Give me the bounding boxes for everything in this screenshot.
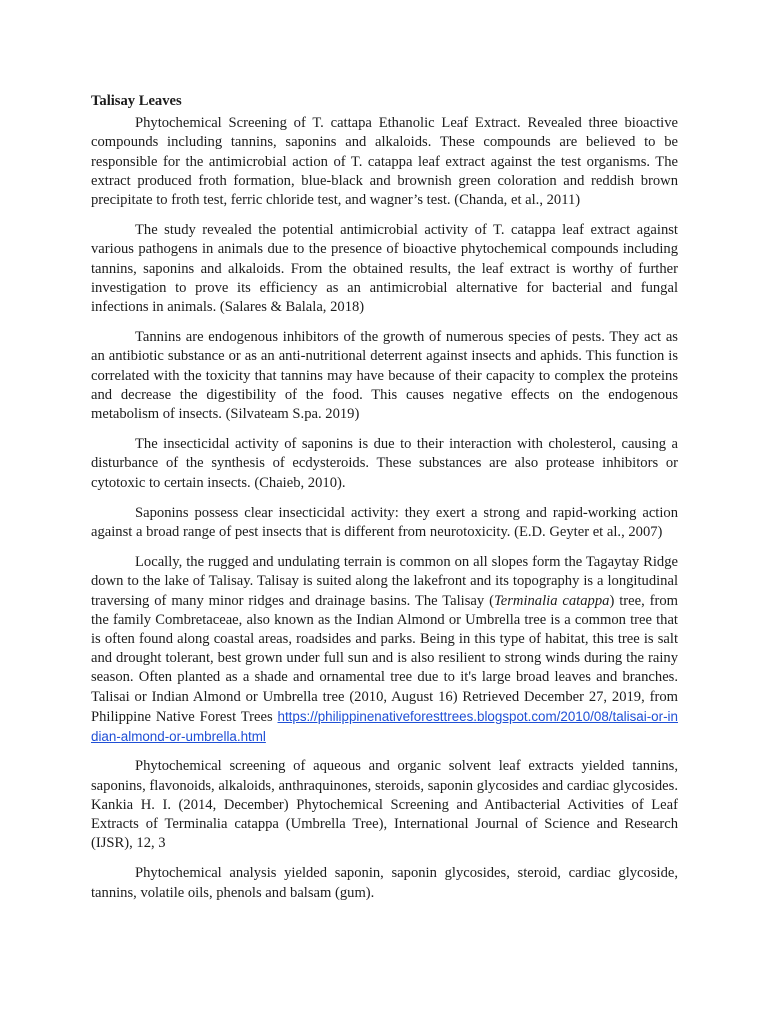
source-link[interactable]: https://philippinenativeforesttrees.blogspot.com/2010/08/talisai-or-indian-almond-or-umbrella.html: [91, 708, 678, 745]
paragraph-7: Phytochemical screening of aqueous and organic solvent leaf extracts yielded tannins, saponins, flavonoids, alkaloids, anthraquinones, steroids, saponin glycosides and cardiac glycosides. Kankia H. I. (2014, December) Phytochemical Screening and Antibacterial Activities of Leaf Extracts of Terminalia catappa (Umbrella Tree), International Journal of Science and Research (IJSR), 12, 3: [91, 758, 678, 852]
paragraph-5: Saponins possess clear insecticidal activity: they exert a strong and rapid-working action against a broad range of pest insects that is different from neurotoxicity. (E.D. Geyter et al., 2007): [91, 504, 678, 541]
paragraph-3: Tannins are endogenous inhibitors of the growth of numerous species of pests. They act as an antibiotic substance or as an anti-nutritional deterrent against insects and aphids. This function is correlated with the toxicity that tannins may have because of their capacity to complex the proteins and decrease the digestibility of the food. This causes negative effects on the endogenous metabolism of insects. (Silvateam S.pa. 2019): [91, 329, 678, 423]
paragraph-4: The insecticidal activity of saponins is due to their interaction with cholesterol, causing a disturbance of the synthesis of ecdysteroids. These substances are also protease inhibitors or cytotoxic to certain insects. (Chaieb, 2010).: [91, 436, 678, 491]
paragraph-6: [91, 553, 678, 747]
paragraph-6-text-start: Locally, the rugged and undulating terrain is common on all slopes form the Tagaytay Ridge down to the lake of Talisay. Talisay is suited along the lakefront and its topography is a longitudinal traversing of many minor ridges and drainage basins. The Talisay (: [91, 554, 678, 609]
paragraph-6-text-end: ) tree, from the family Combretaceae, also known as the Indian Almond or Umbrella tree is a common tree that is often found along coastal areas, roadsides and parks. Being in this type of habitat, this tree is salt and drought tolerant, best grown under full sun and is also resilient to strong winds during the rainy season. Often planted as a shade and ornamental tree due to it's large broad leaves and branches. Talisai or Indian Almond or Umbrella tree (2010, August 16) Retrieved December 27, 2019, from Philippine Native Forest Trees: [91, 592, 679, 725]
document-heading: Talisay Leaves: [91, 93, 182, 109]
paragraph-8: Phytochemical analysis yielded saponin, saponin glycosides, steroid, cardiac glycoside, tannins, volatile oils, phenols and balsam (gum).: [91, 865, 678, 901]
paragraph-1: Phytochemical Screening of T. cattapa Ethanolic Leaf Extract. Revealed three bioactive compounds including tannins, saponins and alkaloids. These compounds are believed to be responsible for the antimicrobial action of T. catappa leaf extract against the test organisms. The extract produced froth formation, blue-black and brownish green coloration and reddish brown precipitate to froth test, ferric chloride test, and wagner’s test. (Chanda, et al., 2011): [91, 115, 678, 209]
paragraph-2: The study revealed the potential antimicrobial activity of T. catappa leaf extract against various pathogens in animals due to the presence of bioactive phytochemical compounds including tannins, saponins and alkaloids. From the obtained results, the leaf extract is worthy of further investigation to prove its efficiency as an antimicrobial alternative for bacterial and fungal infections in animals. (Salares & Balala, 2018): [91, 222, 678, 316]
species-name-italic: Terminalia catappa: [493, 592, 610, 609]
